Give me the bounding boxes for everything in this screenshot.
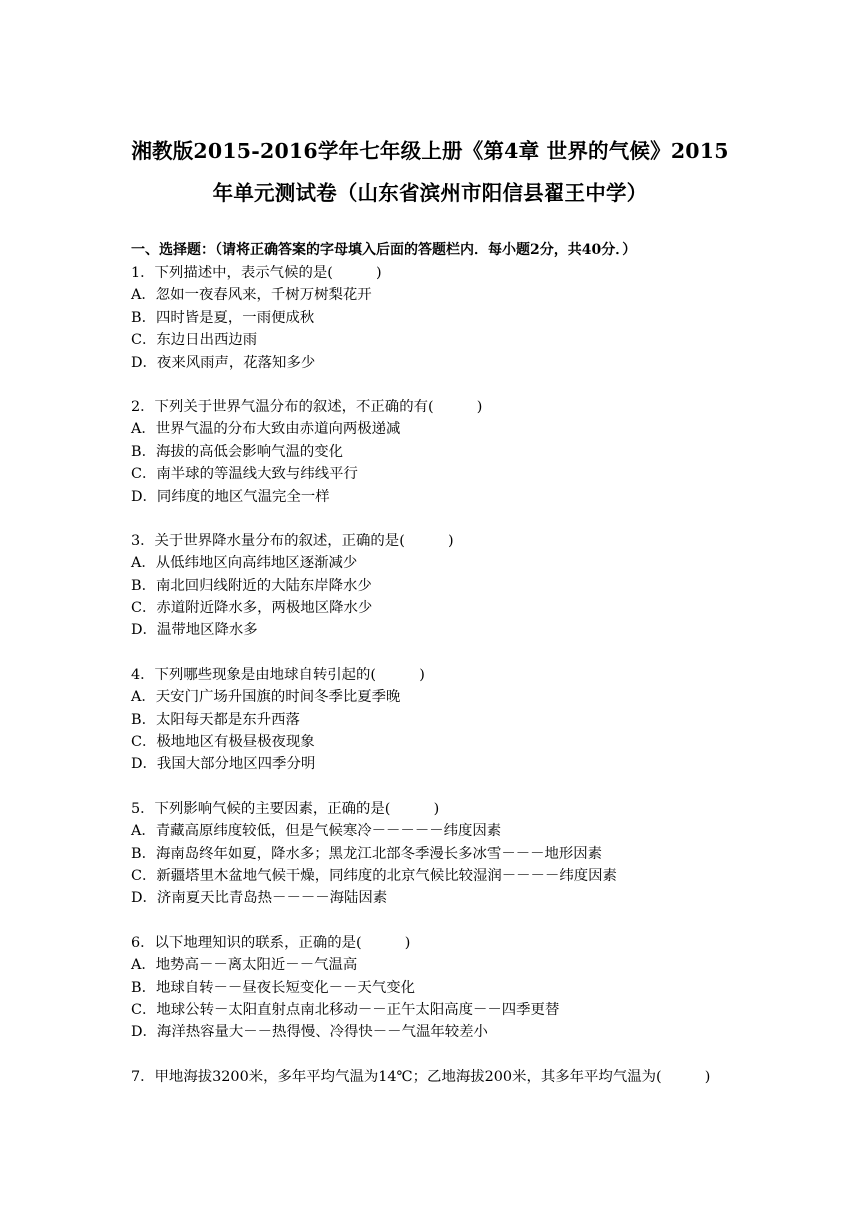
question-stem: 1．下列描述中，表示气候的是( )	[131, 265, 382, 281]
option-d: D．同纬度的地区气温完全一样	[131, 488, 330, 505]
option-b: B．海拔的高低会影响气温的变化	[131, 443, 344, 460]
question-stem: 7．甲地海拔3200米，多年平均气温为14℃；乙地海拔200米，其多年平均气温为( )	[131, 1068, 711, 1085]
document-title-line-1: 湘教版2015-2016学年七年级上册《第4章 世界的气候》2015	[131, 139, 729, 163]
option-b: B．南北回归线附近的大陆东岸降水少	[131, 577, 372, 594]
option-a: A．地势高－－离太阳近－－气温高	[131, 957, 358, 974]
question-7	[131, 1066, 771, 1088]
question-3	[131, 530, 771, 642]
option-c: C．极地地区有极昼极夜现象	[131, 734, 315, 751]
option-d: D．温带地区降水多	[131, 622, 258, 639]
option-a: A．世界气温的分布大致由赤道向两极递减	[131, 421, 401, 438]
option-b: B．海南岛终年如夏，降水多；黑龙江北部冬季漫长多冰雪－－－地形因素	[131, 845, 603, 862]
question-4	[131, 664, 771, 776]
question-stem: 5．下列影响气候的主要因素，正确的是( )	[131, 800, 440, 817]
question-1	[131, 262, 771, 374]
section-heading: 一、选择题：（请将正确答案的字母填入后面的答题栏内．每小题2分，共40分．）	[131, 242, 637, 258]
question-5	[131, 798, 771, 910]
option-b: B．太阳每天都是东升西落	[131, 711, 300, 728]
option-a: A．忽如一夜春风来，千树万树梨花开	[131, 287, 372, 304]
option-d: D．海洋热容量大－－热得慢、冷得快－－气温年较差小	[131, 1024, 488, 1041]
question-stem: 3．关于世界降水量分布的叙述，正确的是( )	[131, 532, 454, 549]
option-a: A．青藏高原纬度较低，但是气候寒冷－－－－－纬度因素	[131, 823, 502, 840]
option-c: C．地球公转－太阳直射点南北移动－－正午太阳高度－－四季更替	[131, 1001, 560, 1018]
question-stem: 6．以下地理知识的联系，正确的是( )	[131, 934, 411, 951]
option-b: B．地球自转－－昼夜长短变化－－天气变化	[131, 979, 415, 996]
option-d: D．夜来风雨声，花落知多少	[131, 354, 316, 371]
option-c: C．赤道附近降水多，两极地区降水少	[131, 600, 373, 617]
question-2	[131, 396, 771, 508]
option-c: C．南半球的等温线大致与纬线平行	[131, 466, 358, 483]
question-stem: 4．下列哪些现象是由地球自转引起的( )	[131, 666, 425, 683]
question-6	[131, 932, 771, 1044]
option-d: D．我国大部分地区四季分明	[131, 756, 316, 773]
option-a: A．从低纬地区向高纬地区逐渐减少	[131, 555, 358, 572]
option-a: A．天安门广场升国旗的时间冬季比夏季晚	[131, 689, 401, 706]
question-list	[131, 262, 771, 1110]
question-stem: 2．下列关于世界气温分布的叙述，不正确的有( )	[131, 398, 483, 415]
option-c: C．新疆塔里木盆地气候干燥，同纬度的北京气候比较湿润－－－－纬度因素	[131, 867, 617, 884]
document-title-line-2: 年单元测试卷（山东省滨州市阳信县翟王中学）	[212, 181, 648, 205]
option-c: C．东边日出西边雨	[131, 332, 258, 349]
option-b: B．四时皆是夏，一雨便成秋	[131, 309, 315, 326]
option-d: D．济南夏天比青岛热－－－－海陆因素	[131, 890, 388, 907]
